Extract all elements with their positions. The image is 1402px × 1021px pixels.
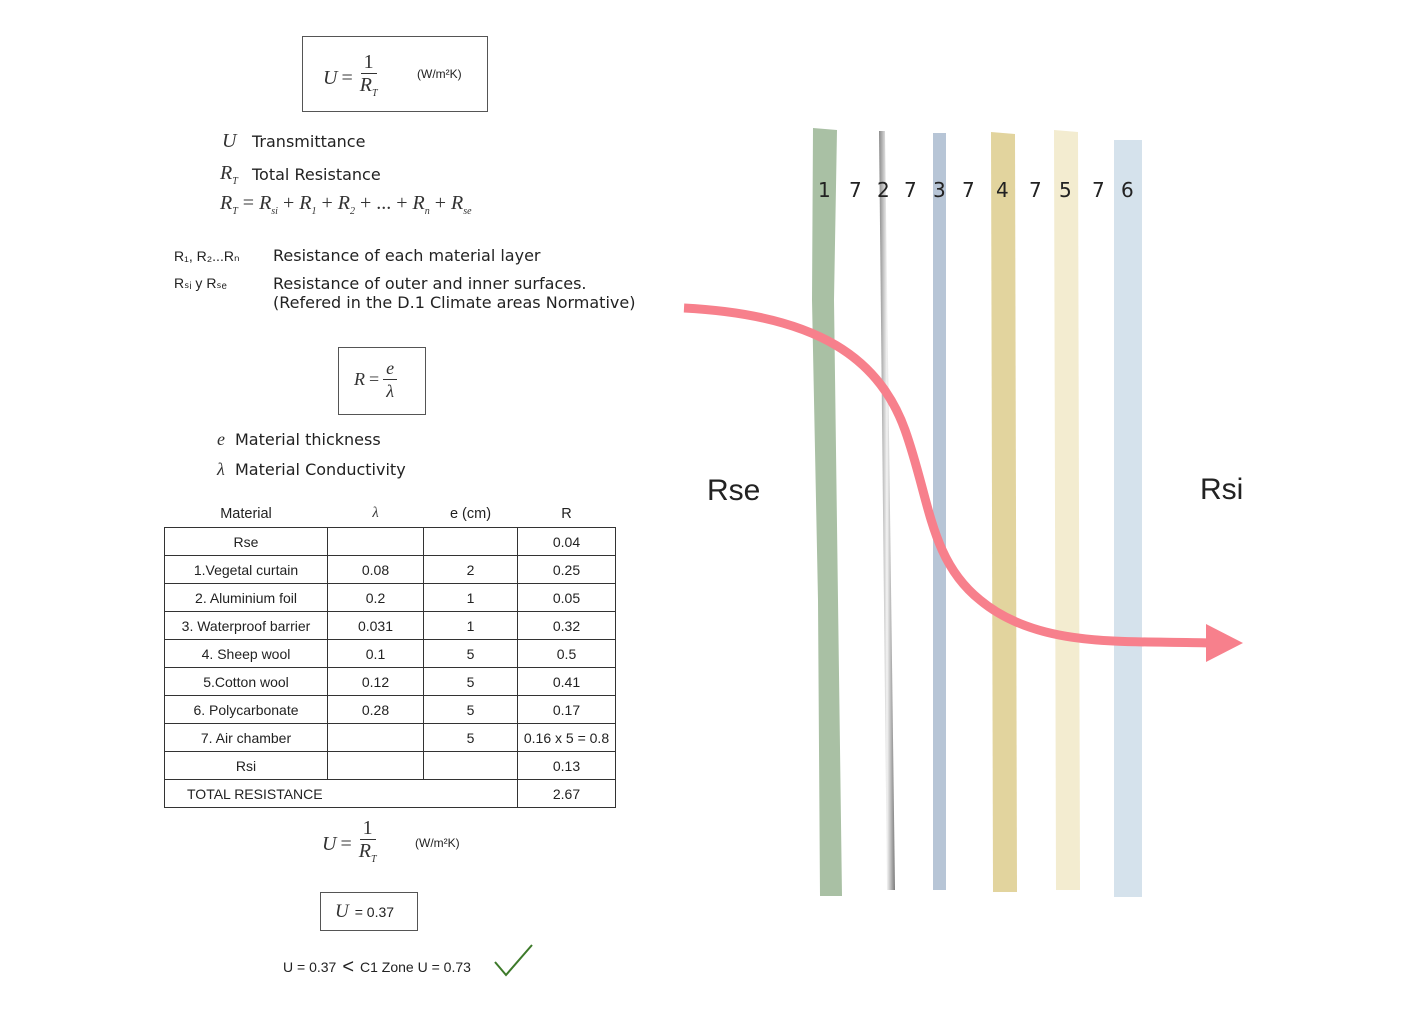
total-value: 2.67	[518, 780, 616, 808]
cell-material: Rsi	[165, 752, 328, 780]
cell-lambda: 0.12	[328, 668, 424, 696]
comparison-right: C1 Zone U = 0.73	[360, 959, 471, 975]
def-lambda-text: Material Conductivity	[235, 460, 406, 479]
layer-number: 3	[933, 178, 946, 202]
cell-material: 4. Sheep wool	[165, 640, 328, 668]
cell-resistance: 0.13	[518, 752, 616, 780]
u-result-symbol: U	[335, 901, 349, 922]
layer-number: 4	[996, 178, 1009, 202]
header-resistance: R	[561, 505, 572, 522]
cell-thickness: 2	[424, 556, 518, 584]
label-rsi: Rsi	[1200, 473, 1244, 506]
layer-number: 7	[904, 178, 917, 202]
resist-text-2: Resistance of outer and inner surfaces.	[273, 274, 587, 293]
layer-4-strip	[991, 132, 1017, 892]
formula-u2-den-sub: T	[370, 854, 377, 865]
layer-number: 2	[877, 178, 890, 202]
layer-number: 7	[849, 178, 862, 202]
layer-1-strip	[812, 128, 842, 896]
resist-text-2b: (Refered in the D.1 Climate areas Normative)	[273, 293, 636, 312]
comparison-left: U = 0.37	[283, 959, 337, 975]
layer-number: 1	[818, 178, 831, 202]
cell-material: 1.Vegetal curtain	[165, 556, 328, 584]
formula-r-denominator: λ	[386, 381, 395, 401]
def-e-text: Material thickness	[235, 430, 381, 449]
layer-2-strip	[879, 131, 895, 890]
formula-u-box: U = $\frac{1}{R_T}$ (W/m²K)	[302, 36, 488, 112]
formula-r-box: R = $\frac{e}{\lambda}$	[338, 347, 426, 415]
formula-u2-unit: (W/m²K)	[415, 836, 460, 850]
rt-sum-formula: $R_T = R_{si} + R_1 + R_2$ + ... + $R_n + R_{se}$	[220, 192, 472, 217]
cell-lambda: 0.1	[328, 640, 424, 668]
cell-resistance: 0.04	[518, 528, 616, 556]
cell-thickness: 5	[424, 696, 518, 724]
layer-5-strip	[1054, 130, 1080, 890]
formula-u2: U = $\frac{1}{R_T}$	[322, 817, 377, 865]
arrow-head-icon	[1206, 624, 1243, 662]
cell-material: 7. Air chamber	[165, 724, 328, 752]
cell-resistance: 0.16 x 5 = 0.8	[518, 724, 616, 752]
cell-material: 2. Aluminium foil	[165, 584, 328, 612]
cell-lambda: 0.031	[328, 612, 424, 640]
def-e-symbol: e	[217, 429, 225, 449]
header-lambda: λ	[372, 505, 379, 521]
formula-u-unit: (W/m²K)	[417, 67, 462, 81]
def-u-symbol: U	[222, 130, 237, 152]
cell-material: Rse	[165, 528, 328, 556]
cell-resistance: 0.17	[518, 696, 616, 724]
resist-sym-1: R₁, R₂...Rₙ	[174, 248, 240, 264]
cell-material: 6. Polycarbonate	[165, 696, 328, 724]
layer-3-strip	[933, 133, 946, 890]
formula-u2-numerator: 1	[360, 817, 376, 840]
cell-material: 3. Waterproof barrier	[165, 612, 328, 640]
def-rt-sub: T	[232, 176, 238, 187]
def-rt-text: Total Resistance	[252, 165, 381, 184]
cell-resistance: 0.25	[518, 556, 616, 584]
resist-sym-2: Rₛᵢ y Rₛₑ	[174, 275, 227, 291]
formula-u-den-sub: T	[371, 88, 378, 99]
def-u-text: Transmittance	[252, 132, 366, 151]
cell-resistance: 0.5	[518, 640, 616, 668]
def-rt-symbol: R	[220, 162, 233, 184]
cell-material: 5.Cotton wool	[165, 668, 328, 696]
header-material: Material	[220, 505, 272, 522]
layer-number: 7	[1092, 178, 1105, 202]
header-thickness: e (cm)	[449, 505, 492, 522]
formula-u-lhs: U	[323, 66, 338, 89]
formula-u-denominator: R	[359, 74, 372, 96]
cell-thickness: 1	[424, 612, 518, 640]
layer-6-strip	[1114, 140, 1142, 897]
cell-thickness: 5	[424, 640, 518, 668]
cell-resistance: 0.41	[518, 668, 616, 696]
comparison-operator: <	[342, 956, 355, 978]
def-lambda-symbol: λ	[217, 459, 225, 479]
resist-text-1: Resistance of each material layer	[273, 246, 541, 265]
cell-thickness: 5	[424, 668, 518, 696]
formula-u-numerator: 1	[361, 51, 377, 74]
cell-lambda: 0.2	[328, 584, 424, 612]
layer-number: 7	[1029, 178, 1042, 202]
cell-lambda: 0.28	[328, 696, 424, 724]
formula-r-numerator: e	[383, 357, 397, 380]
formula-r-lhs: R	[354, 369, 365, 389]
cell-resistance: 0.05	[518, 584, 616, 612]
total-label: TOTAL RESISTANCE	[165, 780, 518, 808]
cell-thickness: 5	[424, 724, 518, 752]
u-result-value: = 0.37	[354, 904, 395, 920]
label-rse: Rse	[707, 474, 761, 507]
cell-lambda: 0.08	[328, 556, 424, 584]
layer-number: 6	[1121, 178, 1134, 202]
cell-thickness: 1	[424, 584, 518, 612]
formula-u2-denominator: R	[358, 840, 371, 862]
cell-resistance: 0.32	[518, 612, 616, 640]
layer-number: 5	[1059, 178, 1072, 202]
layer-number: 7	[962, 178, 975, 202]
formula-u2-lhs: U	[322, 832, 337, 855]
